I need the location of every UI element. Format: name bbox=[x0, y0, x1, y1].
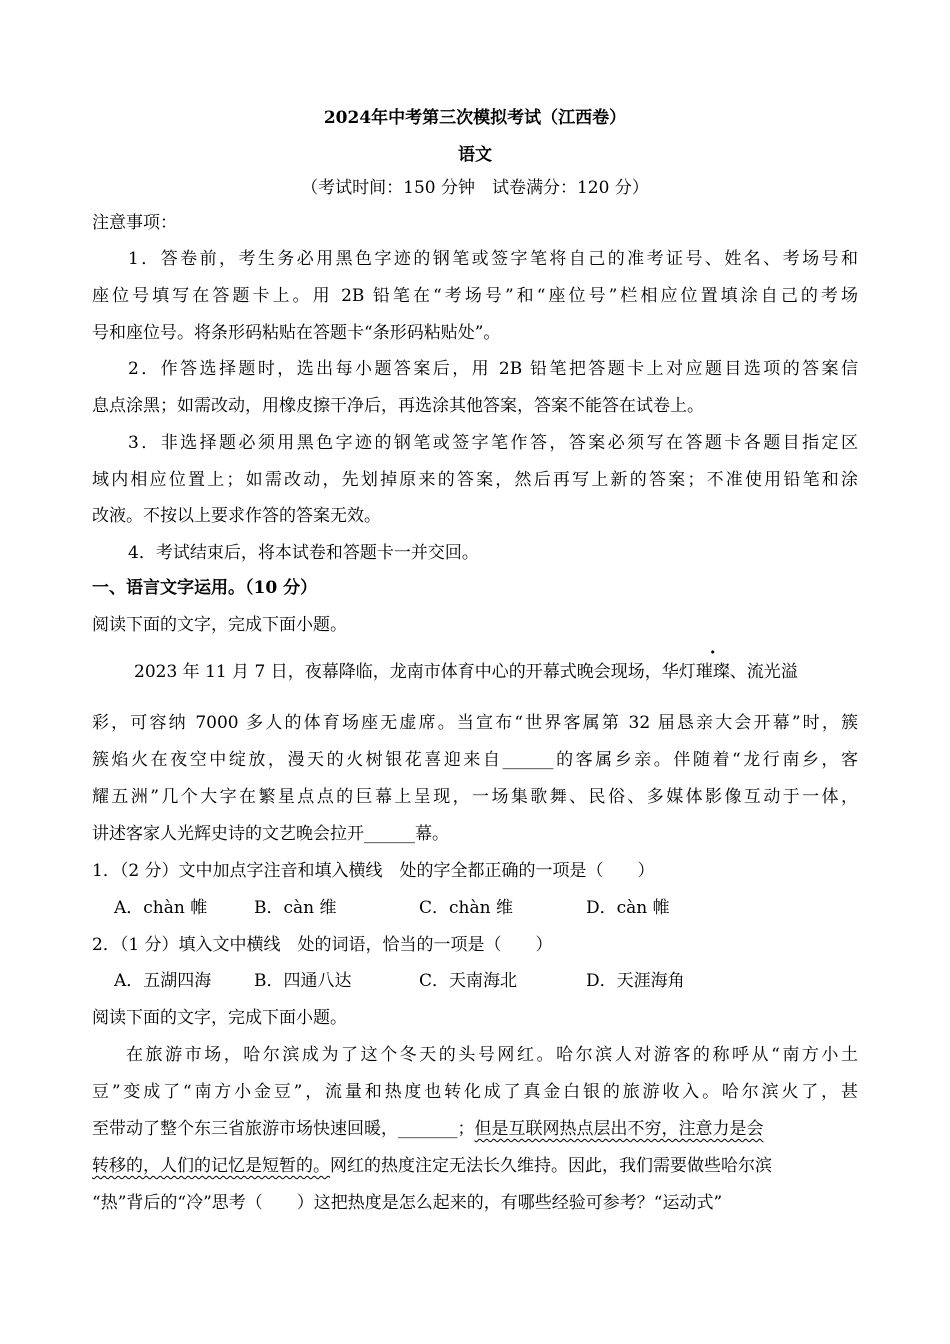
passage1-line-3: 簇焰火在夜空中绽放，漫天的火树银花喜迎来自______的客属乡亲。伴随着“龙行南乡，客 bbox=[92, 750, 858, 770]
passage2-line-2: 豆”变成了“南方小金豆”，流量和热度也转化成了真金白银的旅游收入。哈尔滨火了，甚 bbox=[92, 1082, 858, 1102]
passage1-line-1 bbox=[92, 657, 798, 682]
dotted-word: 璀璨 bbox=[695, 662, 730, 682]
question-2-stem: 2．（1 分）填入文中横线 处的词语，恰当的一项是（ ） bbox=[92, 935, 553, 955]
section1-intro-2: 阅读下面的文字，完成下面小题。 bbox=[92, 1008, 347, 1028]
passage2-line-3-pre: 至带动了整个东三省旅游市场快速回暖，_______； bbox=[92, 1119, 475, 1139]
q2-option-c[interactable]: C．天南海北 bbox=[419, 971, 518, 991]
notice-line-8: 改液。不按以上要求作答的答案无效。 bbox=[92, 506, 381, 526]
notice-line-3: 号和座位号。将条形码粘贴在答题卡“条形码粘贴处”。 bbox=[92, 323, 501, 343]
exam-title: 2024年中考第三次模拟考试（江西卷） bbox=[323, 108, 627, 128]
passage1-line-2: 彩，可容纳 7000 多人的体育场座无虚席。当宣布“世界客属第 32 届恳亲大会开幕”时，簇 bbox=[92, 713, 858, 733]
notice-heading: 注意事项： bbox=[92, 213, 177, 233]
q1-option-b[interactable]: B．càn 维 bbox=[254, 898, 337, 918]
wavy-underlined-text-2: 转移的，人们的记忆是短暂的。 bbox=[92, 1156, 330, 1176]
passage1-line-1-pre: 2023 年 11 月 7 日，夜幕降临，龙南市体育中心的开幕式晚会现场，华灯 bbox=[134, 662, 696, 682]
passage1-line-1-post: 、流光溢 bbox=[729, 662, 798, 682]
section1-intro-1: 阅读下面的文字，完成下面小题。 bbox=[92, 615, 347, 635]
subject-title: 语文 bbox=[458, 145, 492, 165]
passage2-line-4-post: 网红的热度注定无法长久维持。因此，我们需要做些哈尔滨 bbox=[330, 1156, 772, 1176]
notice-line-9: 4．考试结束后，将本试卷和答题卡一并交回。 bbox=[128, 543, 479, 563]
question-2-options bbox=[92, 966, 685, 991]
passage2-line-4 bbox=[92, 1151, 772, 1176]
notice-line-2: 座位号填写在答题卡上。用 2B 铅笔在“考场号”和“座位号”栏相应位置填涂自己的考场 bbox=[92, 286, 858, 306]
notice-line-7: 域内相应位置上；如需改动，先划掉原来的答案，然后再写上新的答案；不准使用铅笔和涂 bbox=[92, 470, 858, 490]
question-1-stem: 1．（2 分）文中加点字注音和填入横线 处的字全都正确的一项是（ ） bbox=[92, 861, 655, 881]
notice-line-5: 息点涂黑；如需改动，用橡皮擦干净后，再选涂其他答案，答案不能答在试卷上。 bbox=[92, 396, 704, 416]
q1-option-d[interactable]: D．càn 帷 bbox=[586, 898, 670, 918]
passage2-line-5: “热”背后的“冷”思考（ ）这把热度是怎么起来的，有哪些经验可参考？“运动式” bbox=[92, 1193, 723, 1213]
exam-info: （考试时间：150 分钟 试卷满分：120 分） bbox=[301, 178, 649, 198]
q2-option-d[interactable]: D．天涯海角 bbox=[586, 971, 685, 991]
passage1-line-5: 讲述客家人光辉史诗的文艺晚会拉开______幕。 bbox=[92, 824, 449, 844]
notice-line-1: 1．答卷前，考生务必用黑色字迹的钢笔或签字笔将自己的准考证号、姓名、考场号和 bbox=[128, 249, 858, 269]
notice-line-6: 3．非选择题必须用黑色字迹的钢笔或签字笔作答，答案必须写在答题卡各题目指定区 bbox=[128, 433, 858, 453]
wavy-underlined-text-1: 但是互联网热点层出不穷，注意力是会 bbox=[474, 1119, 764, 1139]
q2-option-a[interactable]: A．五湖四海 bbox=[114, 971, 212, 991]
section1-heading: 一、语言文字运用。（10 分） bbox=[92, 578, 318, 598]
notice-line-4: 2．作答选择题时，选出每小题答案后，用 2B 铅笔把答题卡上对应题目选项的答案信 bbox=[128, 359, 858, 379]
passage2-line-1: 在旅游市场，哈尔滨成为了这个冬天的头号网红。哈尔滨人对游客的称呼从“南方小土 bbox=[126, 1045, 858, 1065]
q2-option-b[interactable]: B．四通八达 bbox=[254, 971, 352, 991]
question-1-options bbox=[92, 893, 670, 918]
passage1-line-4: 耀五洲”几个大字在繁星点点的巨幕上呈现，一场集歌舞、民俗、多媒体影像互动于一体， bbox=[92, 787, 858, 807]
q1-option-c[interactable]: C．chàn 维 bbox=[419, 898, 513, 918]
passage2-line-3 bbox=[92, 1114, 764, 1139]
q1-option-a[interactable]: A．chàn 帷 bbox=[114, 898, 208, 918]
